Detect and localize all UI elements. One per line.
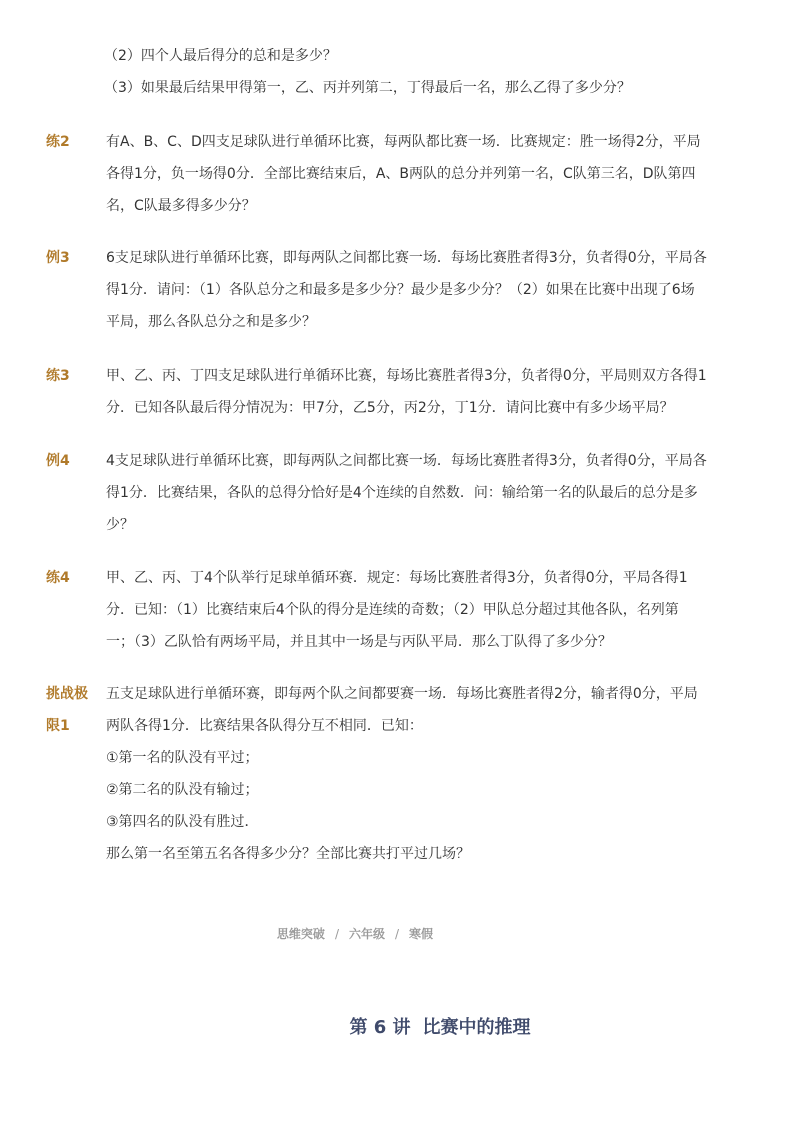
problem-label: 练4 [46, 570, 70, 586]
challenge-text-line: 五支足球队进行单循环赛，即每两个队之间都要赛一场．每场比赛胜者得2分，输者得0分，平局 [106, 686, 698, 702]
challenge-condition-1: ①第一名的队没有平过； [106, 750, 259, 766]
problem-text-line: 各得1分，负一场得0分．全部比赛结束后，A、B两队的总分并列第一名，C队第三名，D队第四 [106, 166, 696, 182]
problem-text-line: 得1分．比赛结果，各队的总得分恰好是4个连续的自然数．问：输给第一名的队最后的总分是多 [106, 485, 698, 501]
problem-label: 练2 [46, 134, 70, 150]
lecture-name: 比赛中的推理 [422, 1017, 531, 1038]
problem-text-line: 4支足球队进行单循环比赛，即每两队之间都比赛一场．每场比赛胜者得3分，负者得0分，平局各 [106, 453, 707, 469]
footer-separator: / [395, 927, 400, 941]
intro-question-2: （2）四个人最后得分的总和是多少？ [104, 48, 337, 64]
problem-label: 例4 [46, 453, 70, 469]
page-footer [0, 926, 710, 942]
problem-text-line: 分．已知：（1）比赛结束后4个队的得分是连续的奇数；（2）甲队总分超过其他各队，名列第 [106, 602, 679, 618]
footer-grade: 六年级 [348, 927, 385, 941]
problem-text-line: 甲、乙、丙、丁四支足球队进行单循环比赛，每场比赛胜者得3分，负者得0分，平局则双方各得1 [106, 368, 707, 384]
problem-text-line: 分．已知各队最后得分情况为：甲7分，乙5分，丙2分，丁1分．请问比赛中有多少场平局？ [106, 400, 674, 416]
lecture-number: 第 6 讲 [349, 1017, 411, 1038]
problem-text-line: 一；（3）乙队恰有两场平局，并且其中一场是与丙队平局．那么丁队得了多少分？ [106, 634, 612, 650]
challenge-question: 那么第一名至第五名各得多少分？全部比赛共打平过几场？ [106, 846, 470, 862]
footer-term: 寒假 [409, 927, 434, 941]
problem-text-line: 平局，那么各队总分之和是多少？ [106, 314, 316, 330]
problem-text-line: 名，C队最多得多少分？ [106, 198, 256, 214]
problem-text-line: 有A、B、C、D四支足球队进行单循环比赛，每两队都比赛一场．比赛规定：胜一场得2分，平局 [106, 134, 701, 150]
challenge-label-line-2: 限1 [46, 718, 70, 734]
challenge-label-line-1: 挑战极 [46, 686, 88, 702]
challenge-condition-3: ③第四名的队没有胜过． [106, 814, 259, 830]
lecture-title [0, 1016, 800, 1040]
problem-label: 练3 [46, 368, 70, 384]
challenge-text-line: 两队各得1分．比赛结果各队得分互不相同．已知： [106, 718, 423, 734]
problem-text-line: 少？ [106, 517, 134, 533]
intro-question-3: （3）如果最后结果甲得第一，乙、丙并列第二，丁得最后一名，那么乙得了多少分？ [104, 80, 631, 96]
problem-text-line: 6支足球队进行单循环比赛，即每两队之间都比赛一场．每场比赛胜者得3分，负者得0分，平局各 [106, 250, 707, 266]
problem-text-line: 得1分．请问：（1）各队总分之和最多是多少分？最少是多少分？（2）如果在比赛中出现了6场 [106, 282, 695, 298]
footer-separator: / [334, 927, 339, 941]
footer-series: 思维突破 [276, 927, 325, 941]
problem-text-line: 甲、乙、丙、丁4个队举行足球单循环赛．规定：每场比赛胜者得3分，负者得0分，平局各得1 [106, 570, 688, 586]
problem-label: 例3 [46, 250, 70, 266]
challenge-condition-2: ②第二名的队没有输过； [106, 782, 259, 798]
